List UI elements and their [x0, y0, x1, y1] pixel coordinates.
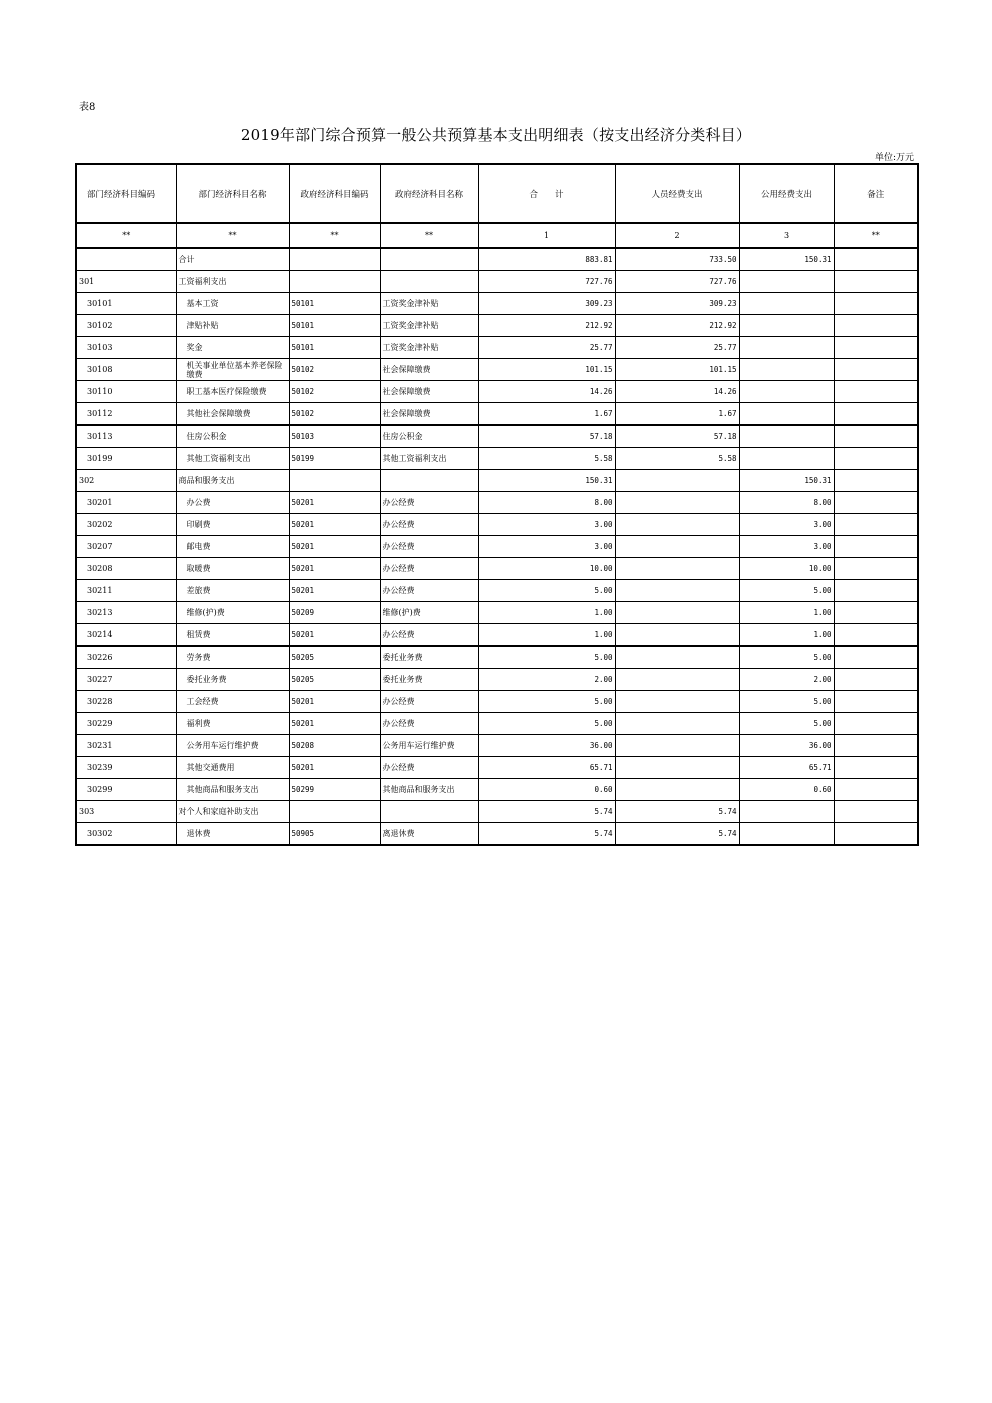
personnel-cell: [615, 558, 739, 580]
table-row: [76, 359, 918, 381]
total-cell: 25.77: [478, 337, 615, 359]
dept-code-cell: 302: [76, 470, 176, 492]
total-cell: 5.00: [478, 713, 615, 735]
total-cell: 101.15: [478, 359, 615, 381]
dept-code-cell: 30299: [76, 779, 176, 801]
remark-cell: [834, 691, 918, 713]
personnel-cell: 101.15: [615, 359, 739, 381]
table-row: [76, 757, 918, 779]
total-cell: 883.81: [478, 248, 615, 271]
column-index-row: [76, 223, 918, 248]
gov-name-cell: 委托业务费: [380, 646, 478, 669]
remark-cell: [834, 492, 918, 514]
dept-name-cell: 邮电费: [176, 536, 289, 558]
personnel-cell: [615, 735, 739, 757]
gov-code-cell: 50205: [289, 669, 380, 691]
dept-code-cell: 30207: [76, 536, 176, 558]
dept-code-cell: 30227: [76, 669, 176, 691]
dept-name-cell: 职工基本医疗保险缴费: [176, 381, 289, 403]
dept-code-cell: 30199: [76, 448, 176, 470]
remark-cell: [834, 470, 918, 492]
index-cell: 1: [478, 223, 615, 248]
table-row: [76, 536, 918, 558]
gov-name-cell: 工资奖金津补贴: [380, 315, 478, 337]
gov-name-cell: 委托业务费: [380, 669, 478, 691]
remark-cell: [834, 823, 918, 846]
dept-code-cell: 303: [76, 801, 176, 823]
personnel-cell: [615, 514, 739, 536]
index-cell: **: [176, 223, 289, 248]
dept-name-cell: 工资福利支出: [176, 271, 289, 293]
public-cell: 8.00: [739, 492, 834, 514]
header-dept-code: 部门经济科目编码: [76, 164, 176, 223]
total-cell: 5.00: [478, 691, 615, 713]
public-cell: 65.71: [739, 757, 834, 779]
gov-code-cell: 50201: [289, 492, 380, 514]
public-cell: 0.60: [739, 779, 834, 801]
index-cell: **: [834, 223, 918, 248]
gov-code-cell: [289, 470, 380, 492]
total-cell: 727.76: [478, 271, 615, 293]
personnel-cell: 5.74: [615, 823, 739, 846]
table-row: [76, 293, 918, 315]
public-cell: 10.00: [739, 558, 834, 580]
table-row: [76, 691, 918, 713]
gov-name-cell: 社会保障缴费: [380, 359, 478, 381]
personnel-cell: 57.18: [615, 425, 739, 448]
dept-name-cell: 取暖费: [176, 558, 289, 580]
dept-code-cell: 30101: [76, 293, 176, 315]
total-cell: 5.00: [478, 646, 615, 669]
total-cell: 36.00: [478, 735, 615, 757]
gov-name-cell: 办公经费: [380, 514, 478, 536]
header-personnel: 人员经费支出: [615, 164, 739, 223]
table-row: [76, 801, 918, 823]
gov-code-cell: [289, 801, 380, 823]
page-title: 2019年部门综合预算一般公共预算基本支出明细表（按支出经济分类科目）: [240, 126, 752, 144]
budget-detail-table: [75, 163, 919, 846]
total-cell: 57.18: [478, 425, 615, 448]
total-cell: 65.71: [478, 757, 615, 779]
table-row: [76, 514, 918, 536]
personnel-cell: 14.26: [615, 381, 739, 403]
gov-code-cell: 50201: [289, 624, 380, 647]
dept-name-cell: 住房公积金: [176, 425, 289, 448]
dept-name-cell: 对个人和家庭补助支出: [176, 801, 289, 823]
dept-name-cell: 奖金: [176, 337, 289, 359]
dept-name-cell: 委托业务费: [176, 669, 289, 691]
gov-name-cell: 办公经费: [380, 558, 478, 580]
gov-code-cell: 50299: [289, 779, 380, 801]
remark-cell: [834, 293, 918, 315]
public-cell: 36.00: [739, 735, 834, 757]
dept-code-cell: 30202: [76, 514, 176, 536]
dept-code-cell: 30229: [76, 713, 176, 735]
total-cell: 3.00: [478, 514, 615, 536]
table-row: [76, 248, 918, 271]
gov-code-cell: 50201: [289, 536, 380, 558]
gov-name-cell: 维修(护)费: [380, 602, 478, 624]
total-cell: 212.92: [478, 315, 615, 337]
public-cell: 5.00: [739, 646, 834, 669]
total-cell: 150.31: [478, 470, 615, 492]
table-row: [76, 403, 918, 426]
public-cell: [739, 337, 834, 359]
remark-cell: [834, 403, 918, 426]
table-row: [76, 580, 918, 602]
header-gov-code: 政府经济科目编码: [289, 164, 380, 223]
dept-code-cell: 30113: [76, 425, 176, 448]
gov-code-cell: 50201: [289, 757, 380, 779]
table-body: [76, 223, 918, 845]
index-cell: 3: [739, 223, 834, 248]
table-row: [76, 779, 918, 801]
remark-cell: [834, 271, 918, 293]
public-cell: 150.31: [739, 470, 834, 492]
dept-code-cell: 30211: [76, 580, 176, 602]
dept-code-cell: 30102: [76, 315, 176, 337]
gov-code-cell: 50101: [289, 293, 380, 315]
header-dept-name: 部门经济科目名称: [176, 164, 289, 223]
personnel-cell: 309.23: [615, 293, 739, 315]
personnel-cell: [615, 713, 739, 735]
remark-cell: [834, 448, 918, 470]
gov-name-cell: 办公经费: [380, 713, 478, 735]
personnel-cell: [615, 757, 739, 779]
public-cell: [739, 315, 834, 337]
dept-code-cell: 30108: [76, 359, 176, 381]
gov-code-cell: 50201: [289, 558, 380, 580]
total-cell: 10.00: [478, 558, 615, 580]
dept-code-cell: 30239: [76, 757, 176, 779]
remark-cell: [834, 735, 918, 757]
personnel-cell: [615, 691, 739, 713]
personnel-cell: [615, 779, 739, 801]
dept-name-cell: 差旅费: [176, 580, 289, 602]
table-row: [76, 713, 918, 735]
gov-name-cell: 办公经费: [380, 492, 478, 514]
total-cell: 1.00: [478, 624, 615, 647]
dept-code-cell: 30213: [76, 602, 176, 624]
public-cell: [739, 801, 834, 823]
table-row: [76, 646, 918, 669]
dept-code-cell: 30208: [76, 558, 176, 580]
personnel-cell: [615, 470, 739, 492]
public-cell: 3.00: [739, 514, 834, 536]
remark-cell: [834, 646, 918, 669]
public-cell: [739, 359, 834, 381]
personnel-cell: 5.74: [615, 801, 739, 823]
public-cell: 3.00: [739, 536, 834, 558]
public-cell: 5.00: [739, 691, 834, 713]
gov-name-cell: 社会保障缴费: [380, 381, 478, 403]
gov-name-cell: 离退休费: [380, 823, 478, 846]
gov-name-cell: 住房公积金: [380, 425, 478, 448]
public-cell: [739, 823, 834, 846]
personnel-cell: [615, 624, 739, 647]
dept-code-cell: 30302: [76, 823, 176, 846]
personnel-cell: 212.92: [615, 315, 739, 337]
gov-code-cell: 50209: [289, 602, 380, 624]
personnel-cell: 733.50: [615, 248, 739, 271]
remark-cell: [834, 425, 918, 448]
public-cell: 1.00: [739, 602, 834, 624]
gov-name-cell: 办公经费: [380, 757, 478, 779]
remark-cell: [834, 801, 918, 823]
remark-cell: [834, 757, 918, 779]
public-cell: [739, 425, 834, 448]
dept-name-cell: 其他工资福利支出: [176, 448, 289, 470]
gov-code-cell: 50201: [289, 580, 380, 602]
total-cell: 5.58: [478, 448, 615, 470]
gov-code-cell: 50101: [289, 337, 380, 359]
personnel-cell: 5.58: [615, 448, 739, 470]
table-row: [76, 337, 918, 359]
index-cell: **: [289, 223, 380, 248]
gov-name-cell: 办公经费: [380, 536, 478, 558]
remark-cell: [834, 580, 918, 602]
personnel-cell: [615, 580, 739, 602]
header-remark: 备注: [834, 164, 918, 223]
remark-cell: [834, 337, 918, 359]
header-public: 公用经费支出: [739, 164, 834, 223]
gov-code-cell: 50199: [289, 448, 380, 470]
dept-name-cell: 其他交通费用: [176, 757, 289, 779]
dept-name-cell: 基本工资: [176, 293, 289, 315]
gov-name-cell: 办公经费: [380, 691, 478, 713]
total-cell: 14.26: [478, 381, 615, 403]
total-cell: 0.60: [478, 779, 615, 801]
dept-code-cell: 30103: [76, 337, 176, 359]
gov-name-cell: [380, 801, 478, 823]
dept-name-cell: 维修(护)费: [176, 602, 289, 624]
table-row: [76, 602, 918, 624]
table-row: [76, 492, 918, 514]
header-gov-name: 政府经济科目名称: [380, 164, 478, 223]
table-row: [76, 735, 918, 757]
personnel-cell: [615, 669, 739, 691]
gov-code-cell: [289, 271, 380, 293]
header-row: [76, 164, 918, 223]
total-cell: 5.74: [478, 801, 615, 823]
dept-name-cell: 其他社会保障缴费: [176, 403, 289, 426]
personnel-cell: 25.77: [615, 337, 739, 359]
table-row: [76, 271, 918, 293]
public-cell: 2.00: [739, 669, 834, 691]
gov-code-cell: 50101: [289, 315, 380, 337]
remark-cell: [834, 558, 918, 580]
dept-name-cell: 工会经费: [176, 691, 289, 713]
public-cell: [739, 293, 834, 315]
total-cell: 3.00: [478, 536, 615, 558]
gov-code-cell: 50905: [289, 823, 380, 846]
remark-cell: [834, 315, 918, 337]
total-cell: 309.23: [478, 293, 615, 315]
table-row: [76, 669, 918, 691]
dept-name-cell: 机关事业单位基本养老保险缴费: [176, 359, 289, 381]
dept-name-cell: 办公费: [176, 492, 289, 514]
table-row: [76, 624, 918, 647]
gov-code-cell: 50102: [289, 403, 380, 426]
public-cell: [739, 403, 834, 426]
gov-code-cell: 50208: [289, 735, 380, 757]
dept-name-cell: 退休费: [176, 823, 289, 846]
gov-name-cell: 工资奖金津补贴: [380, 293, 478, 315]
personnel-cell: [615, 492, 739, 514]
public-cell: [739, 381, 834, 403]
gov-code-cell: 50201: [289, 691, 380, 713]
dept-code-cell: 30231: [76, 735, 176, 757]
dept-name-cell: 租赁费: [176, 624, 289, 647]
gov-name-cell: [380, 271, 478, 293]
remark-cell: [834, 602, 918, 624]
dept-code-cell: 30112: [76, 403, 176, 426]
dept-name-cell: 福利费: [176, 713, 289, 735]
dept-name-cell: 印刷费: [176, 514, 289, 536]
header-total: 合 计: [478, 164, 615, 223]
table-row: [76, 558, 918, 580]
personnel-cell: 727.76: [615, 271, 739, 293]
gov-name-cell: 工资奖金津补贴: [380, 337, 478, 359]
dept-name-cell: 津贴补贴: [176, 315, 289, 337]
gov-code-cell: 50201: [289, 713, 380, 735]
dept-code-cell: 30110: [76, 381, 176, 403]
gov-code-cell: 50102: [289, 381, 380, 403]
dept-name-cell: 其他商品和服务支出: [176, 779, 289, 801]
table-row: [76, 823, 918, 846]
dept-name-cell: 商品和服务支出: [176, 470, 289, 492]
table-row: [76, 448, 918, 470]
dept-name-cell: 劳务费: [176, 646, 289, 669]
public-cell: [739, 448, 834, 470]
gov-name-cell: 办公经费: [380, 580, 478, 602]
gov-name-cell: [380, 248, 478, 271]
gov-name-cell: 公务用车运行维护费: [380, 735, 478, 757]
table-row: [76, 381, 918, 403]
gov-name-cell: 社会保障缴费: [380, 403, 478, 426]
remark-cell: [834, 624, 918, 647]
gov-name-cell: 其他商品和服务支出: [380, 779, 478, 801]
public-cell: 5.00: [739, 713, 834, 735]
public-cell: 5.00: [739, 580, 834, 602]
remark-cell: [834, 381, 918, 403]
personnel-cell: [615, 602, 739, 624]
dept-name-cell: 合计: [176, 248, 289, 271]
dept-code-cell: 30228: [76, 691, 176, 713]
gov-name-cell: 其他工资福利支出: [380, 448, 478, 470]
total-cell: 1.00: [478, 602, 615, 624]
personnel-cell: 1.67: [615, 403, 739, 426]
dept-code-cell: 30201: [76, 492, 176, 514]
table-row: [76, 315, 918, 337]
gov-name-cell: 办公经费: [380, 624, 478, 647]
personnel-cell: [615, 646, 739, 669]
index-cell: 2: [615, 223, 739, 248]
index-cell: **: [76, 223, 176, 248]
total-cell: 5.00: [478, 580, 615, 602]
gov-code-cell: 50201: [289, 514, 380, 536]
remark-cell: [834, 536, 918, 558]
gov-code-cell: 50205: [289, 646, 380, 669]
table-number-label: 表8: [79, 102, 96, 113]
remark-cell: [834, 514, 918, 536]
total-cell: 2.00: [478, 669, 615, 691]
dept-code-cell: 30214: [76, 624, 176, 647]
gov-code-cell: 50103: [289, 425, 380, 448]
public-cell: [739, 271, 834, 293]
unit-label: 单位:万元: [874, 153, 914, 163]
dept-code-cell: [76, 248, 176, 271]
total-cell: 5.74: [478, 823, 615, 846]
public-cell: 1.00: [739, 624, 834, 647]
dept-code-cell: 30226: [76, 646, 176, 669]
table-row: [76, 470, 918, 492]
remark-cell: [834, 713, 918, 735]
remark-cell: [834, 669, 918, 691]
gov-name-cell: [380, 470, 478, 492]
table-row: [76, 425, 918, 448]
remark-cell: [834, 248, 918, 271]
total-cell: 8.00: [478, 492, 615, 514]
public-cell: 150.31: [739, 248, 834, 271]
total-cell: 1.67: [478, 403, 615, 426]
gov-code-cell: [289, 248, 380, 271]
dept-name-cell: 公务用车运行维护费: [176, 735, 289, 757]
gov-code-cell: 50102: [289, 359, 380, 381]
index-cell: **: [380, 223, 478, 248]
remark-cell: [834, 359, 918, 381]
personnel-cell: [615, 536, 739, 558]
dept-code-cell: 301: [76, 271, 176, 293]
remark-cell: [834, 779, 918, 801]
